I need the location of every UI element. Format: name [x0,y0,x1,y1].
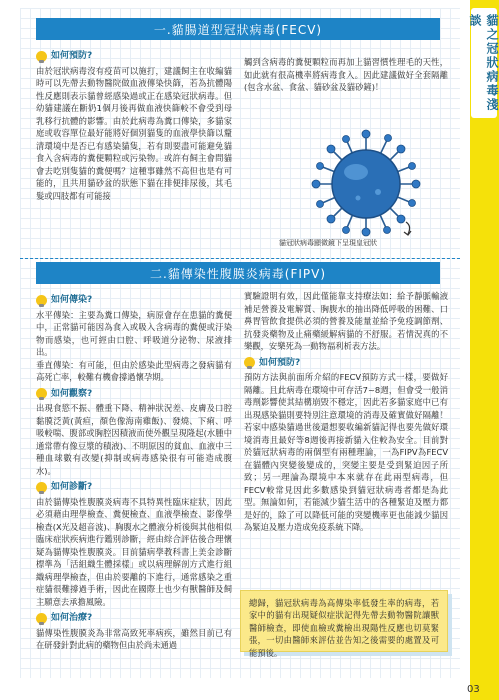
observation-text: 出現食慾不振、體重下降、精神狀況差、皮膚及口腔黏膜泛黃(黃疸，顏色像海南雞飯)、發燒、下痢、呼吸較喘、腹部或胸腔因積液而使外觀呈現隆起(水腫中通常帶有像豆漿的積液)、不明原因的貧血、血液中三種血球數有改變(抑制或病毒感染很有可能造成腹水)。 [36,403,232,476]
diagnosis-text: 由於貓傳染性腹膜炎病毒不具特異性臨床症狀，因此必須藉由理學檢查、糞便檢查、血液學檢查、影像學檢查(X光及超音波)、胸腹水之體液分析後與其他相似臨床症狀疾病進行鑑別診斷，經由綜合評估後合理懷疑為貓傳染性腹膜炎。目前貓病學教科書上美金診斷標準為「活組織生體採樣」或以病理解剖方式進行組織病理學檢查，但由於要離的下進行，通常感染之重症貓很難撐過手術，因此在國際上也少有獸醫師及飼主願意去承擔風險。 [36,496,232,607]
question-heading: 如何預防? [51,51,93,61]
question-heading: 如何治療? [51,613,93,623]
section1-left-text: 由於冠狀病毒沒有疫苗可以施打，建議飼主在收編貓時可以先帶去動物醫院做血液傳染快篩，若為抗體陽性反應則表示貓曾經感染過或正在感染冠狀病毒。但幼貓建議在斷奶1個月後再做血液快篩較不會受到母乳移行抗體的影響。由於此病毒為糞口傳染，多貓家庭或收容單位最好能將好個別貓隻的血液學快篩以釐清環境中是否已有感染貓隻，若有則要盡可能避免貓食入含病毒的糞便顆粒或污染物。或許有飼主會問貓會去吃別隻貓的糞便嗎？這種事雖然不高但也是有可能的，且共用貓砂盆的狀態下貓在排便排尿後，其毛髮或四肢都有可能接 [36,65,232,201]
section1-right-column [244,56,448,94]
question-prevention [244,357,448,370]
section1-question-prevention [36,50,232,63]
section1-right-text: 觸到含病毒的糞便顆粒而再加上貓習慣性理毛的天性，如此就有很高機率將病毒食入。因此建議做好全套隔離(包含水盆、食盆、貓砂盆及貓砂鏟)！ [244,57,448,92]
section1-banner [36,18,440,40]
question-heading: 如何觀察? [51,388,93,399]
question-heading: 如何預防? [259,357,301,368]
question-heading: 如何診斷? [51,482,93,492]
section-divider [20,258,460,259]
page-number: 03 [467,684,480,695]
section2-left-column [36,290,232,652]
summary-box [240,590,448,658]
lightbulb-icon [36,613,47,624]
section2-right-column [244,290,448,534]
question-treatment [36,612,232,625]
transmission-vertical-text: 垂直傳染：有可能，但由於感染此型病毒之發病貓有高死亡率，較難有機會撐過懷孕期。 [36,359,232,382]
question-heading: 如何傳染? [51,295,93,305]
lightbulb-icon [36,482,47,493]
prevention-text: 預防方法與前面所介紹的FECV預防方式一樣，要做好隔離。且此病毒在環境中可存活7~8週，但會受一般消毒劑影響使其結構崩毀不穩定，因此若多貓家庭中已有出現感染貓則要特別注意環境的消毒及確實做好隔離！若家中感染貓過世後還想要收編新貓記得也要先做好環境消毒且最好等8週後再接新貓入住較為安全。目前對於貓冠狀病毒的兩個型有兩種理論，一為FIPV為FECV在貓體內突變後變成的，突變主要是受到緊迫因子所致；另一理論為環境中本來就存在此兩型病毒，但FECV較常見因此多數感染到貓冠狀病毒者都是為此型。無論如何，若能減少貓生活中的各種緊迫及壓力都是好的，除了可以降低可能的突變機率更也能減少貓因為緊迫及壓力造成免疫系統下降。 [244,372,448,532]
virus-svg [302,126,430,242]
side-tab-title: 貓之冠狀病毒淺談 [468,14,499,112]
treatment-continued-text: 實驗證明有效，因此僅能靠支持療法如：給予靜脈輸液補足營養及電解質、胸腹水的抽出降低呼吸的困難、口鼻胃管飲食提供必須的營養及能量並給予免疫調節劑、抗發炎藥物及止痛藥緩解病貓的不舒服。若情況真的不樂觀，安樂死為一動物福利析表方法。 [244,291,448,351]
side-tab [468,8,499,118]
section1-title: 一.貓腸道型冠狀病毒(FECV) [153,22,323,37]
treatment-text: 貓傳染性腹膜炎為非常高致死率病疾，雖然目前已有在研發針對此病的藥物但由於尚未通過 [36,627,232,650]
question-transmission [36,294,232,307]
question-observation [36,388,232,401]
question-diagnosis [36,481,232,494]
virus-caption: 貓冠狀病毒顯微鏡下呈現皇冠狀 [279,239,377,247]
section2-banner [36,262,440,284]
lightbulb-icon [36,295,47,306]
section2-title: 二.貓傳染性腹膜炎病毒(FIPV) [149,266,327,281]
summary-text: 總歸，貓冠狀病毒為高傳染率低發生率的病毒，若家中的貓有出現疑似症狀記得先帶去動物醫院讓獸醫師檢查，即使血檢或糞檢出現陽性反應也切莫緊張，一切由醫師來評估並告知之後需要的處置及可能預後。 [249,598,439,658]
coronavirus-illustration [302,126,430,242]
lightbulb-icon [244,357,255,368]
lightbulb-icon [36,51,47,62]
transmission-horizontal-text: 水平傳染：主要為糞口傳染，病原會存在患貓的糞便中，正常貓可能因為食入或吸入含病毒的糞便或汙染物而感染，也可經由口腔、呼吸道分泌物、尿液排出。 [36,309,232,357]
section1-left-column [36,46,232,202]
lightbulb-icon [36,388,47,399]
